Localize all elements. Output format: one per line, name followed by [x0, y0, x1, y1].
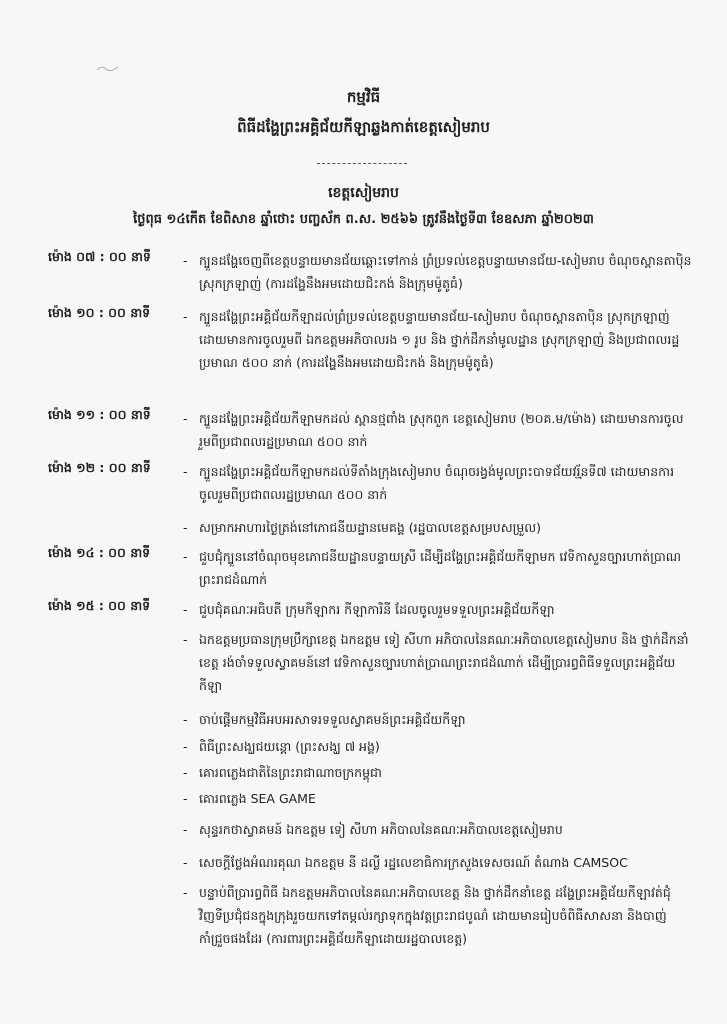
schedule-item-text: ក្បួនដង្ហែចេញពីខេត្តបន្ទាយមានជ័យឆ្ពោះទៅកាន់ ព្រំប្រទល់ខេត្តបន្ទាយមានជ័យ-សៀមរាប ចំណុចស្ពានតាប៉ិន ស្រុកក្រឡាញ់ (ការដង្ហែនឹងអមដោយជិះកង់ និងក្រុមម៉ូតូធំ) [199, 253, 692, 291]
schedule-item: - គោរពភ្លេងជាតិនៃព្រះរាជាណាចក្រកម្ពុជា [183, 761, 693, 784]
time-label: ម៉ោង ០៧ : ០០ នាទី [48, 249, 151, 264]
schedule-item-text: សុន្ទរកថាស្វាគមន៍ ឯកឧត្តម ទៀ សីហា អភិបាលនៃគណៈអភិបាលខេត្តសៀមរាប [199, 822, 563, 837]
time-label: ម៉ោង ១៤ : ០០ នាទី [48, 545, 151, 560]
date-line: ថ្ងៃពុធ ១៤កើត ខែពិសាខ ឆ្នាំថោះ បញ្ចស័ក ព.ស. ២៥៦៦ ត្រូវនឹងថ្ងៃទី៣ ខែឧសភា ឆ្នាំ២០២៣ [133, 212, 594, 227]
divider [317, 163, 407, 164]
time-label: ម៉ោង ១០ : ០០ នាទី [48, 305, 151, 320]
schedule-item: - សម្រាកអាហារថ្ងៃត្រង់នៅភោជនីយដ្ឋានមេគង្គ (រដ្ឋបាលខេត្តសម្របសម្រួល) [183, 516, 693, 539]
schedule-item: - ចាប់ផ្ដើមកម្មវិធីអបអរសាទរទទួលស្វាគមន៍ព្រះអគ្គិជ័យកីឡា [183, 708, 693, 731]
schedule-item: - ក្បួនដង្ហែព្រះអគ្គិជ័យកីឡាដល់ព្រំប្រទល់ខេត្តបន្ទាយមានជ័យ-សៀមរាប ចំណុចស្ពានតាប៉ិន ស្រុកក្រឡាញ់ ដោយមានការចូលរួមពី ឯកឧត្តមអភិបាលរង ១ រូប និង ថ្នាក់ដឹកនាំមូលដ្ឋាន ស្រុកក្រឡាញ់ និងប្រជាពលរដ្ឋប្រមាណ ៥០០ នាក់ (ការដង្ហែនឹងអមដោយជិះកង់ និងក្រុមម៉ូតូធំ) [183, 305, 693, 374]
schedule-item-text: ក្បួនដង្ហែព្រះអគ្គិជ័យកីឡាមកដល់ ស្ពានថ្មពាំង ស្រុកពួក ខេត្តសៀមរាប (២០គ.ម/ម៉ោង) ដោយមានការចូលរួមពីប្រជាពលរដ្ឋប្រមាណ ៥០០ នាក់ [199, 411, 684, 449]
schedule-item-text: ចាប់ផ្ដើមកម្មវិធីអបអរសាទរទទួលស្វាគមន៍ព្រះអគ្គិជ័យកីឡា [199, 712, 466, 727]
document-title: កម្មវិធី [346, 88, 381, 106]
schedule-item-text: សម្រាកអាហារថ្ងៃត្រង់នៅភោជនីយដ្ឋានមេគង្គ (រដ្ឋបាលខេត្តសម្របសម្រួល) [199, 520, 542, 535]
schedule-item-text: ក្បួនដង្ហែព្រះអគ្គិជ័យកីឡាដល់ព្រំប្រទល់ខេត្តបន្ទាយមានជ័យ-សៀមរាប ចំណុចស្ពានតាប៉ិន ស្រុកក្រឡាញ់ ដោយមានការចូលរួមពី ឯកឧត្តមអភិបាលរង ១ រូប និង ថ្នាក់ដឹកនាំមូលដ្ឋាន ស្រុកក្រឡាញ់ និងប្រជាពលរដ្ឋប្រមាណ ៥០០ នាក់ (ការដង្ហែនឹងអមដោយជិះកង់ និងក្រុមម៉ូតូធំ) [199, 309, 680, 370]
schedule-item: - ក្បួនដង្ហែព្រះអគ្គិជ័យកីឡាមកដល់ទីតាំងក្រុងសៀមរាប ចំណុចរង្វង់មូលព្រះបាទជ័យវរ្ម័នទី៧ ដោយមានការចូលរួមពីប្រជាពលរដ្ឋប្រមាណ ៥០០ នាក់ [183, 460, 693, 506]
schedule-item-text: ជួបជុំក្បួននៅចំណុចមុខភោជនីយដ្ឋានបន្ទាយស្រី ដើម្បីដង្ហែព្រះអគ្គិជ័យកីឡាមក វេទិកាសួនច្បារហាត់ប្រាណព្រះរាជដំណាក់ [199, 549, 682, 587]
schedule-item-text: ពិធីព្រះសង្ឃជយន្តោ (ព្រះសង្ឃ ៧ អង្គ) [199, 739, 380, 754]
schedule-item: - ជួបជុំក្បួននៅចំណុចមុខភោជនីយដ្ឋានបន្ទាយស្រី ដើម្បីដង្ហែព្រះអគ្គិជ័យកីឡាមក វេទិកាសួនច្បារហាត់ប្រាណព្រះរាជដំណាក់ [183, 545, 693, 591]
time-label: ម៉ោង ១១ : ០០ នាទី [48, 407, 151, 422]
schedule-item: - ជួបជុំគណៈអធិបតី ក្រុមកីឡាករ កីឡាការិនី ដែលចូលរួមទទួលព្រះអគ្គិជ័យកីឡា [183, 598, 693, 621]
time-label: ម៉ោង ១២ : ០០ នាទី [48, 460, 151, 475]
document-subtitle: ពិធីដង្ហែព្រះអគ្គិជ័យកីឡាឆ្លងកាត់ខេត្តសៀមរាប [237, 118, 490, 136]
schedule-item-text: គោរពភ្លេងជាតិនៃព្រះរាជាណាចក្រកម្ពុជា [199, 765, 382, 780]
pen-mark [96, 63, 120, 73]
schedule-item: - សេចក្តីថ្លែងអំណរគុណ ឯកឧត្តម នី ដល្លី រដ្ឋលេខាធិការក្រសួងទេសចរណ៍ តំណាង CAMSOC [183, 851, 693, 874]
schedule-item: - បន្ទាប់ពីប្រារព្ធពិធី ឯកឧត្តមអភិបាលនៃគណៈអភិបាលខេត្ត និង ថ្នាក់ដឹកនាំខេត្ត ដង្ហែព្រះអគ្គិជ័យកីឡាវត់ជុំវិញទីប្រជុំជនក្នុងក្រុងរួចយកទៅតម្កល់រក្សាទុកក្នុងវត្តព្រះរាជបូណ៌ ដោយមានរៀបចំពិធីសាសនា និងបាញ់កាំជ្រួចផងដែរ (ការពារព្រះអគ្គិជ័យកីឡាដោយរដ្ឋបាលខេត្ត) [183, 881, 693, 950]
schedule-item: - ពិធីព្រះសង្ឃជយន្តោ (ព្រះសង្ឃ ៧ អង្គ) [183, 735, 693, 758]
schedule-item-text: គោរពភ្លេង SEA GAME [199, 791, 316, 806]
schedule-item: - គោរពភ្លេង SEA GAME [183, 787, 693, 810]
schedule-item-text: ឯកឧត្តមប្រធានក្រុមប្រឹក្សាខេត្ត ឯកឧត្តម ទៀ សីហា អភិបាលនៃគណៈអភិបាលខេត្តសៀមរាប និង ថ្នាក់ដឹកនាំខេត្ត រង់ចាំទទួលស្វាគមន៍នៅ វេទិកាសួនច្បារហាត់ប្រាណព្រះរាជដំណាក់ ដើម្បីប្រារព្ធពិធីទទួលព្រះអគ្គិជ័យកីឡា [199, 632, 689, 693]
province-name: ខេត្តសៀមរាប [328, 185, 399, 201]
time-label: ម៉ោង ១៥ : ០០ នាទី [48, 598, 151, 613]
schedule-item: - ក្បួនដង្ហែព្រះអគ្គិជ័យកីឡាមកដល់ ស្ពានថ្មពាំង ស្រុកពួក ខេត្តសៀមរាប (២០គ.ម/ម៉ោង) ដោយមានការចូលរួមពីប្រជាពលរដ្ឋប្រមាណ ៥០០ នាក់ [183, 407, 693, 453]
schedule-item-text: ជួបជុំគណៈអធិបតី ក្រុមកីឡាករ កីឡាការិនី ដែលចូលរួមទទួលព្រះអគ្គិជ័យកីឡា [199, 602, 555, 617]
schedule-item-text: ក្បួនដង្ហែព្រះអគ្គិជ័យកីឡាមកដល់ទីតាំងក្រុងសៀមរាប ចំណុចរង្វង់មូលព្រះបាទជ័យវរ្ម័នទី៧ ដោយមានការចូលរួមពីប្រជាពលរដ្ឋប្រមាណ ៥០០ នាក់ [199, 464, 675, 502]
schedule-item: - ឯកឧត្តមប្រធានក្រុមប្រឹក្សាខេត្ត ឯកឧត្តម ទៀ សីហា អភិបាលនៃគណៈអភិបាលខេត្តសៀមរាប និង ថ្នាក់ដឹកនាំខេត្ត រង់ចាំទទួលស្វាគមន៍នៅ វេទិកាសួនច្បារហាត់ប្រាណព្រះរាជដំណាក់ ដើម្បីប្រារព្ធពិធីទទួលព្រះអគ្គិជ័យកីឡា [183, 628, 693, 697]
schedule-item: - ក្បួនដង្ហែចេញពីខេត្តបន្ទាយមានជ័យឆ្ពោះទៅកាន់ ព្រំប្រទល់ខេត្តបន្ទាយមានជ័យ-សៀមរាប ចំណុចស្ពានតាប៉ិន ស្រុកក្រឡាញ់ (ការដង្ហែនឹងអមដោយជិះកង់ និងក្រុមម៉ូតូធំ) [183, 249, 693, 295]
schedule-item: - សុន្ទរកថាស្វាគមន៍ ឯកឧត្តម ទៀ សីហា អភិបាលនៃគណៈអភិបាលខេត្តសៀមរាប [183, 818, 693, 841]
schedule-item-text: បន្ទាប់ពីប្រារព្ធពិធី ឯកឧត្តមអភិបាលនៃគណៈអភិបាលខេត្ត និង ថ្នាក់ដឹកនាំខេត្ត ដង្ហែព្រះអគ្គិជ័យកីឡាវត់ជុំវិញទីប្រជុំជនក្នុងក្រុងរួចយកទៅតម្កល់រក្សាទុកក្នុងវត្តព្រះរាជបូណ៌ ដោយមានរៀបចំពិធីសាសនា និងបាញ់កាំជ្រួចផងដែរ (ការពារព្រះអគ្គិជ័យកីឡាដោយរដ្ឋបាលខេត្ត) [199, 885, 671, 946]
schedule-item-text: សេចក្តីថ្លែងអំណរគុណ ឯកឧត្តម នី ដល្លី រដ្ឋលេខាធិការក្រសួងទេសចរណ៍ តំណាង CAMSOC [199, 855, 628, 870]
